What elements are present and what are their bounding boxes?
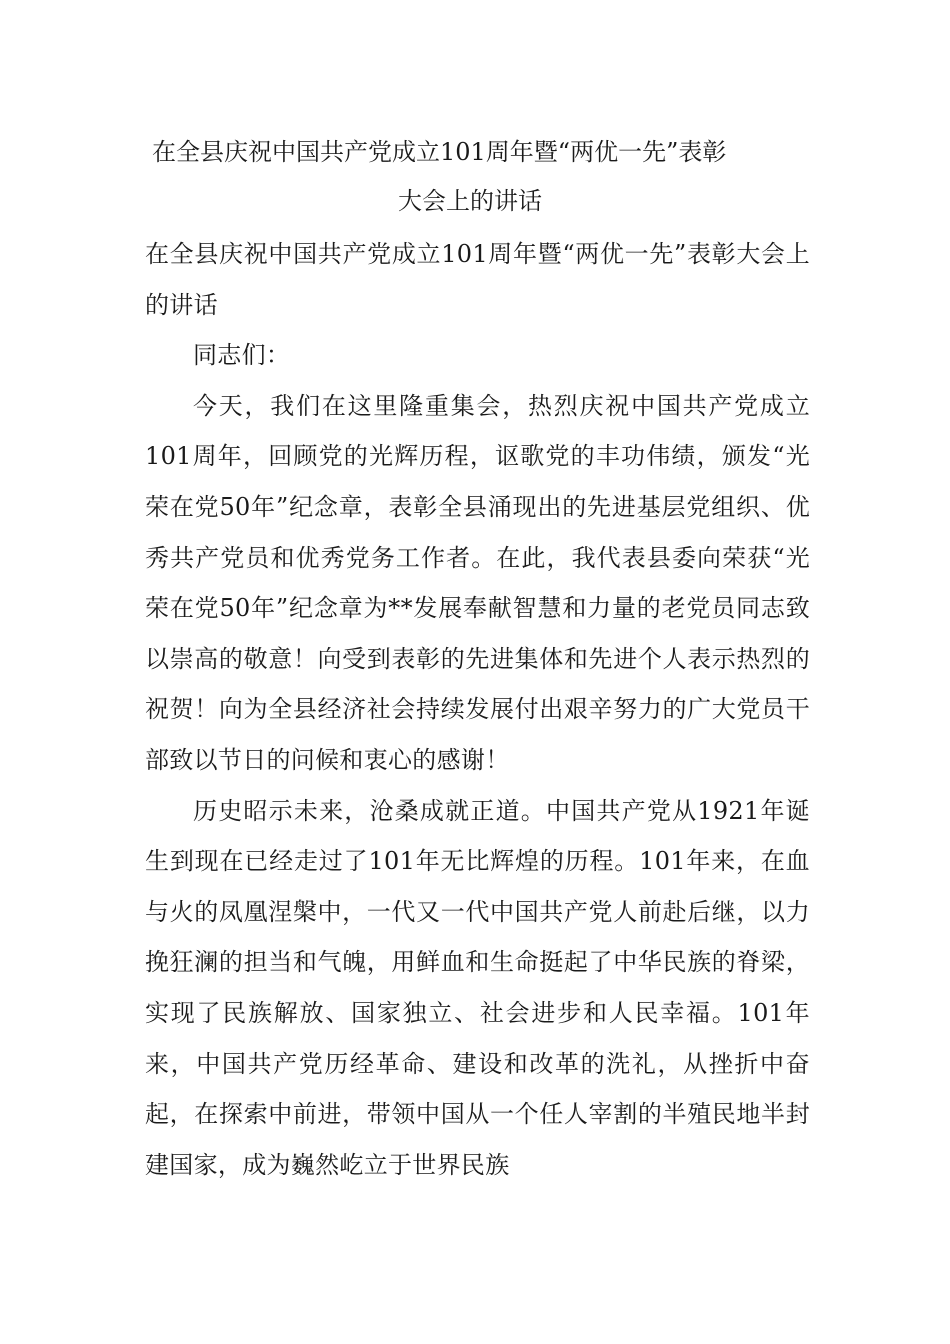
salutation: 同志们：: [193, 341, 291, 370]
paragraph: 历史昭示未来，沧桑成就正道。中国共产党从1921年诞生到现在已经走过了101年无比辉煌的历程。101年来，在血与火的凤凰涅槃中，一代又一代中国共产党人前赴后继，以力挽狂澜的担当和气魄，用鲜血和生命挺起了中华民族的脊梁，实现了民族解放、国家独立、社会进步和人民幸福。101年来，中国共产党历经革命、建设和改革的洗礼，从挫折中奋起，在探索中前进，带领中国从一个任人宰割的半殖民地半封建国家，成为巍然屹立于世界民族: [145, 796, 810, 1179]
document-title-line-1: 在全县庆祝中国共产党成立101周年暨“两优一先”表彰: [152, 138, 727, 166]
document-body: [145, 229, 810, 1190]
paragraph: 今天，我们在这里隆重集会，热烈庆祝中国共产党成立101周年，回顾党的光辉历程，讴歌党的丰功伟绩，颁发“光荣在党50年”纪念章，表彰全县涌现出的先进基层党组织、优秀共产党员和优秀党务工作者。在此，我代表县委向荣获“光荣在党50年”纪念章为**发展奉献智慧和力量的老党员同志致以崇高的敬意！向受到表彰的先进集体和先进个人表示热烈的祝贺！向为全县经济社会持续发展付出艰辛努力的广大党员干部致以节日的问候和衷心的感谢！: [145, 391, 810, 774]
document-title-line-2: 大会上的讲话: [398, 187, 542, 215]
document-subtitle: 在全县庆祝中国共产党成立101周年暨“两优一先”表彰大会上的讲话: [145, 240, 810, 319]
